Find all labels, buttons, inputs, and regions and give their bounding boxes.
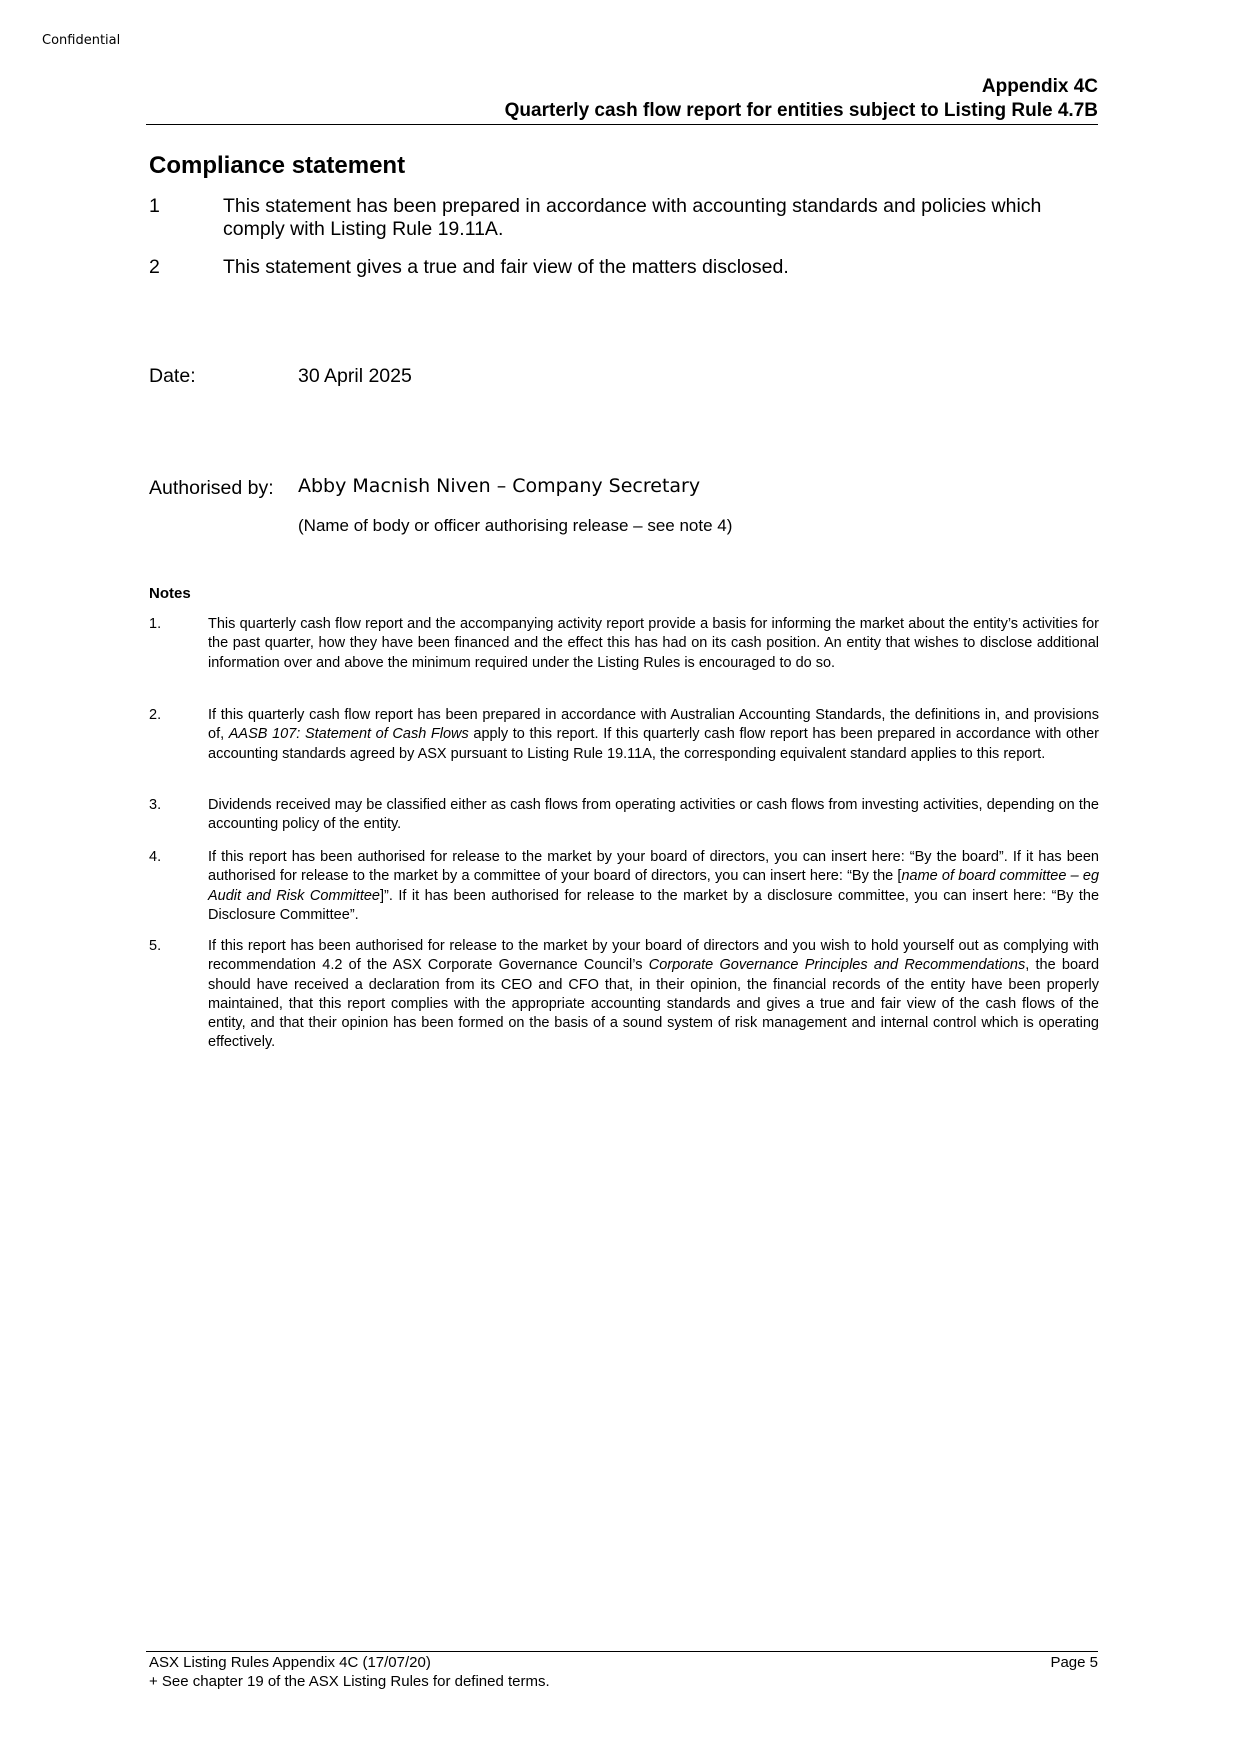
note-number: 5.: [149, 938, 162, 954]
note-text-run: AASB 107: Statement of Cash Flows: [228, 726, 469, 743]
header-report-title: Quarterly cash flow report for entities subject to Listing Rule 4.7B: [504, 100, 1098, 121]
date-label: Date:: [149, 365, 196, 387]
notes-title: Notes: [149, 585, 191, 602]
statement-number: 1: [149, 195, 160, 217]
footer-definitions-note: + See chapter 19 of the ASX Listing Rules for defined terms.: [149, 1673, 550, 1690]
note-text-run: Dividends received may be classified either as cash flows from operating activities or cash flows from investing activities, depending on the accounting policy of the entity.: [208, 797, 1099, 833]
header-appendix-title: Appendix 4C: [981, 76, 1098, 97]
note-text-run: apply to this report. If this quarterly cash flow report has been prepared in accordance with other accounting standards agreed by ASX pursuant to Listing Rule 19.11A, the corresponding equivalent standard applies to this report.: [208, 726, 1099, 762]
note-text-run: This quarterly cash flow report and the accompanying activity report provide a basis for informing the market about the entity’s activities for the past quarter, how they have been financed and the effect this has had on its cash position. An entity that wishes to disclose additional information over and above the minimum required under the Listing Rules is encouraged to do so.: [208, 616, 1099, 671]
date-value: 30 April 2025: [298, 365, 412, 387]
note-number: 1.: [149, 616, 162, 632]
note-text-run: If this quarterly cash flow report has been prepared in accordance with Australian Accounting Standards, the definitions in, and provisions of,: [208, 707, 1099, 743]
footer-page-number: Page 5: [1050, 1654, 1098, 1671]
authorised-by-note: (Name of body or officer authorising release – see note 4): [298, 516, 733, 535]
footer-divider: [146, 1651, 1098, 1652]
note-number: 2.: [149, 707, 162, 723]
authorised-by-value: Abby Macnish Niven – Company Secretary: [298, 475, 701, 497]
note-text: [208, 615, 1099, 673]
note-text: [208, 796, 1099, 835]
note-text-run: , the board should have received a declaration from its CEO and CFO that, in their opinion, the financial records of the entity have been properly maintained, that this report complies with the appropriate accounting standards and gives a true and fair view of the cash flows of the entity, and that their opinion has been formed on the basis of a sound system of risk management and internal control which is operating effectively.: [208, 957, 1100, 1051]
section-title: Compliance statement: [149, 152, 406, 179]
note-text: [208, 848, 1099, 925]
note-text-run: If this report has been authorised for release to the market by your board of directors and you wish to hold yourself out as complying with recommendation 4.2 of the ASX Corporate Governance Council’s: [208, 938, 1099, 974]
note-text-run: name of board committee – eg Audit and Risk Committee: [208, 868, 1100, 904]
note-text: [208, 706, 1099, 764]
statement-number: 2: [149, 256, 160, 278]
statement-text: This statement gives a true and fair view of the matters disclosed.: [223, 256, 789, 278]
note-text-run: Corporate Governance Principles and Recommendations: [648, 957, 1026, 974]
note-text-run: If this report has been authorised for release to the market by your board of directors, you can insert here: “By the board”. If it has been authorised for release to the market by a committee of your board of directors, you can insert here: “By the [: [208, 849, 1099, 885]
authorised-by-label: Authorised by:: [149, 477, 274, 499]
page-header: [146, 75, 1098, 125]
note-text-run: ]”. If it has been authorised for release to the market by a disclosure committee, you can insert here: “By the Disclosure Committee”.: [208, 887, 1100, 923]
confidential-label: Confidential: [42, 33, 121, 48]
statement-text: This statement has been prepared in accordance with accounting standards and policies which comply with Listing Rule 19.11A.: [223, 195, 1042, 240]
footer-document-reference: ASX Listing Rules Appendix 4C (17/07/20): [149, 1654, 431, 1671]
note-number: 4.: [149, 849, 162, 865]
note-number: 3.: [149, 797, 162, 813]
note-text: [208, 937, 1099, 1053]
